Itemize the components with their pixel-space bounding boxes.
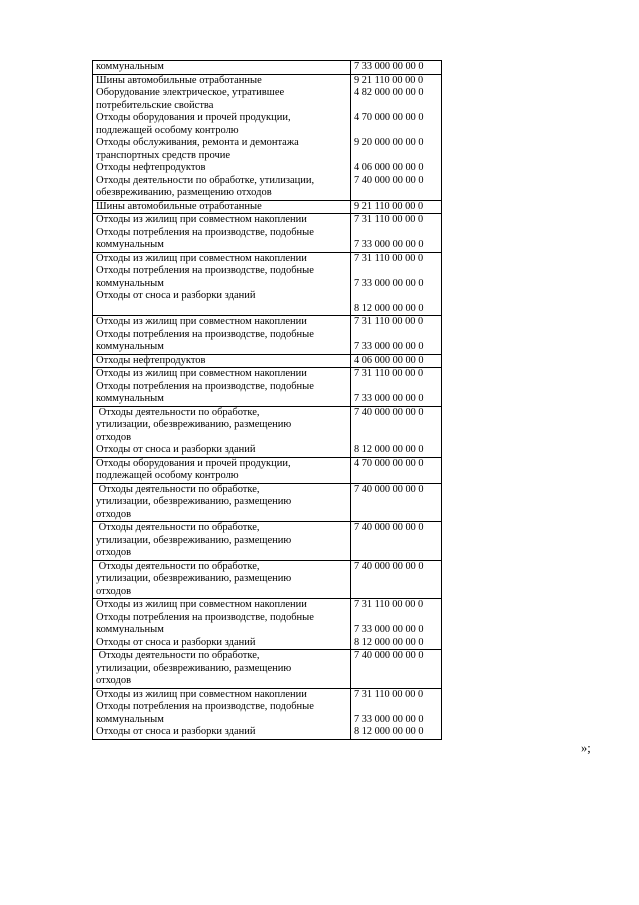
table-row bbox=[93, 688, 442, 739]
waste-code-line: 7 33 000 00 00 0 bbox=[354, 393, 424, 404]
waste-code-line: 7 31 110 00 00 0 bbox=[354, 368, 424, 379]
table-row bbox=[93, 214, 442, 253]
waste-name-line: утилизации, обезвреживанию, размещению bbox=[96, 662, 292, 674]
waste-code-line bbox=[354, 187, 439, 200]
waste-name-line: транспортных средств прочие bbox=[96, 149, 231, 161]
waste-name-line: Отходы потребления на производстве, подобные bbox=[96, 701, 314, 712]
waste-name-cell bbox=[93, 650, 351, 689]
waste-name-cell bbox=[93, 688, 351, 739]
waste-code-cell bbox=[351, 599, 442, 650]
waste-code-line: 9 20 000 00 00 0 bbox=[354, 137, 424, 148]
waste-code-line bbox=[354, 125, 439, 138]
waste-code-line: 7 31 110 00 00 0 bbox=[354, 214, 424, 225]
waste-code-line bbox=[354, 586, 439, 599]
waste-name-line: Отходы деятельности по обработке, bbox=[96, 650, 260, 661]
waste-name-line: Отходы потребления на производстве, подобные bbox=[96, 265, 314, 276]
waste-name-line: потребительские свойства bbox=[96, 99, 214, 111]
table-row bbox=[93, 61, 442, 75]
waste-name-cell bbox=[93, 252, 351, 316]
waste-name-line: отходов bbox=[96, 675, 132, 686]
table-row bbox=[93, 74, 442, 200]
table-row bbox=[93, 599, 442, 650]
waste-name-line: Отходы из жилищ при совместном накоплении bbox=[96, 214, 307, 225]
waste-code-line bbox=[354, 470, 439, 483]
waste-name-line: утилизации, обезвреживанию, размещению bbox=[96, 573, 292, 584]
table-row bbox=[93, 560, 442, 599]
waste-name-line: Отходы оборудования и прочей продукции, bbox=[96, 457, 291, 469]
table-row bbox=[93, 457, 442, 483]
table-row bbox=[93, 252, 442, 316]
table-row bbox=[93, 522, 442, 561]
waste-name-line: Отходы от сноса и разборки зданий bbox=[96, 444, 256, 455]
waste-code-line bbox=[354, 381, 439, 394]
waste-code-line bbox=[354, 227, 439, 240]
waste-code-cell bbox=[351, 316, 442, 355]
waste-name-line: Отходы деятельности по обработке, bbox=[96, 560, 260, 572]
waste-name-line: Шины автомобильные отработанные bbox=[96, 74, 262, 86]
waste-code-line: 7 31 110 00 00 0 bbox=[354, 688, 424, 700]
waste-name-line: подлежащей особому контролю bbox=[96, 470, 239, 481]
waste-name-line: Отходы от сноса и разборки зданий bbox=[96, 290, 256, 301]
waste-code-line: 7 40 000 00 00 0 bbox=[354, 560, 424, 572]
waste-code-line bbox=[354, 701, 439, 714]
waste-name-line: отходов bbox=[96, 508, 132, 520]
waste-name-line: Отходы оборудования и прочей продукции, bbox=[96, 112, 291, 123]
waste-code-line: 7 31 110 00 00 0 bbox=[354, 252, 424, 264]
waste-code-line: 8 12 000 00 00 0 bbox=[354, 444, 424, 455]
waste-name-line: Отходы потребления на производстве, подобные bbox=[96, 611, 314, 623]
waste-code-line: 7 40 000 00 00 0 bbox=[354, 174, 424, 186]
waste-code-line bbox=[354, 265, 439, 278]
closing-quote-mark: »; bbox=[581, 741, 591, 755]
waste-code-line: 7 33 000 00 00 0 bbox=[354, 239, 424, 250]
waste-name-cell bbox=[93, 599, 351, 650]
waste-code-line: 9 21 110 00 00 0 bbox=[354, 74, 424, 86]
waste-name-cell bbox=[93, 316, 351, 355]
waste-code-line: 7 40 000 00 00 0 bbox=[354, 483, 424, 495]
waste-name-cell bbox=[93, 522, 351, 561]
waste-code-line: 7 33 000 00 00 0 bbox=[354, 713, 424, 725]
waste-name-cell bbox=[93, 354, 351, 368]
waste-code-line bbox=[354, 675, 439, 688]
waste-name-line: Отходы от сноса и разборки зданий bbox=[96, 636, 256, 648]
waste-codes-table-body bbox=[93, 61, 442, 740]
waste-code-line: 4 82 000 00 00 0 bbox=[354, 87, 424, 98]
waste-name-line: коммунальным bbox=[96, 239, 164, 250]
waste-code-line: 7 31 110 00 00 0 bbox=[354, 316, 424, 327]
table-row bbox=[93, 483, 442, 522]
waste-code-cell bbox=[351, 406, 442, 457]
waste-name-line bbox=[96, 303, 348, 316]
waste-code-line: 7 33 000 00 00 0 bbox=[354, 277, 424, 289]
table-row bbox=[93, 200, 442, 214]
waste-name-line: коммунальным bbox=[96, 277, 164, 289]
waste-name-line: Отходы из жилищ при совместном накоплении bbox=[96, 688, 307, 700]
waste-name-cell bbox=[93, 368, 351, 407]
waste-code-line: 7 40 000 00 00 0 bbox=[354, 522, 424, 533]
waste-name-line: Оборудование электрическое, утратившее bbox=[96, 87, 285, 98]
waste-code-cell bbox=[351, 483, 442, 522]
waste-code-line: 4 06 000 00 00 0 bbox=[354, 162, 424, 173]
waste-code-line: 8 12 000 00 00 0 bbox=[354, 726, 424, 737]
waste-code-line: 7 33 000 00 00 0 bbox=[354, 624, 424, 635]
waste-code-line bbox=[354, 290, 439, 303]
waste-code-line bbox=[354, 573, 439, 586]
waste-name-line: Отходы нефтепродуктов bbox=[96, 162, 206, 173]
waste-name-line: Отходы потребления на производстве, подобные bbox=[96, 328, 314, 340]
waste-code-line: 9 21 110 00 00 0 bbox=[354, 200, 424, 212]
waste-code-line: 8 12 000 00 00 0 bbox=[354, 302, 424, 314]
waste-name-cell bbox=[93, 214, 351, 253]
waste-code-cell bbox=[351, 522, 442, 561]
waste-name-line: Отходы из жилищ при совместном накоплении bbox=[96, 599, 307, 610]
waste-code-cell bbox=[351, 354, 442, 368]
waste-name-cell bbox=[93, 406, 351, 457]
waste-name-line: утилизации, обезвреживанию, размещению bbox=[96, 534, 292, 546]
waste-code-cell bbox=[351, 74, 442, 200]
waste-name-line: Отходы нефтепродуктов bbox=[96, 354, 206, 366]
waste-name-line: Отходы из жилищ при совместном накоплении bbox=[96, 316, 307, 327]
waste-code-line: 4 06 000 00 00 0 bbox=[354, 354, 424, 366]
table-row bbox=[93, 316, 442, 355]
waste-name-line: отходов bbox=[96, 431, 132, 443]
waste-codes-table bbox=[92, 60, 442, 740]
waste-code-line bbox=[354, 612, 439, 625]
waste-name-line: Отходы обслуживания, ремонта и демонтажа bbox=[96, 137, 299, 148]
waste-name-line: коммунальным bbox=[96, 61, 164, 72]
waste-name-line: подлежащей особому контролю bbox=[96, 124, 239, 136]
waste-code-cell bbox=[351, 457, 442, 483]
waste-name-cell bbox=[93, 61, 351, 75]
waste-code-line bbox=[354, 419, 439, 432]
waste-name-line: Отходы потребления на производстве, подобные bbox=[96, 226, 314, 238]
waste-code-cell bbox=[351, 688, 442, 739]
waste-name-cell bbox=[93, 457, 351, 483]
waste-name-cell bbox=[93, 74, 351, 200]
waste-code-line bbox=[354, 663, 439, 676]
waste-name-line: Отходы потребления на производстве, подобные bbox=[96, 380, 314, 392]
waste-code-line: 7 40 000 00 00 0 bbox=[354, 406, 424, 418]
table-row bbox=[93, 650, 442, 689]
waste-code-line: 7 33 000 00 00 0 bbox=[354, 61, 424, 72]
waste-name-line: утилизации, обезвреживанию, размещению bbox=[96, 419, 292, 430]
waste-code-cell bbox=[351, 560, 442, 599]
waste-code-line bbox=[354, 496, 439, 509]
waste-name-line: коммунальным bbox=[96, 713, 164, 725]
waste-name-line: коммунальным bbox=[96, 393, 164, 404]
waste-name-cell bbox=[93, 200, 351, 214]
table-row bbox=[93, 354, 442, 368]
waste-code-line: 7 40 000 00 00 0 bbox=[354, 650, 424, 661]
waste-code-line bbox=[354, 100, 439, 113]
waste-code-cell bbox=[351, 214, 442, 253]
waste-name-line: утилизации, обезвреживанию, размещению bbox=[96, 496, 292, 507]
waste-code-line: 4 70 000 00 00 0 bbox=[354, 112, 424, 123]
waste-code-line: 7 31 110 00 00 0 bbox=[354, 599, 424, 610]
waste-name-line: Отходы деятельности по обработке, утилизации, bbox=[96, 174, 315, 186]
waste-code-line bbox=[354, 432, 439, 445]
waste-name-line: Отходы от сноса и разборки зданий bbox=[96, 726, 256, 737]
waste-code-cell bbox=[351, 200, 442, 214]
waste-name-line: отходов bbox=[96, 585, 132, 597]
waste-name-line: отходов bbox=[96, 547, 132, 558]
waste-name-line: Отходы из жилищ при совместном накоплении bbox=[96, 368, 307, 379]
waste-code-line bbox=[354, 329, 439, 342]
waste-name-line: обезвреживанию, размещению отходов bbox=[96, 187, 272, 198]
waste-code-line bbox=[354, 509, 439, 522]
waste-code-line bbox=[354, 150, 439, 163]
waste-name-line: Шины автомобильные отработанные bbox=[96, 200, 262, 212]
waste-code-cell bbox=[351, 650, 442, 689]
waste-code-cell bbox=[351, 252, 442, 316]
waste-code-line bbox=[354, 535, 439, 548]
waste-name-line: коммунальным bbox=[96, 624, 164, 635]
waste-code-cell bbox=[351, 61, 442, 75]
waste-name-line: Отходы деятельности по обработке, bbox=[96, 406, 260, 418]
table-row bbox=[93, 406, 442, 457]
waste-code-line: 4 70 000 00 00 0 bbox=[354, 457, 424, 469]
waste-code-line bbox=[354, 547, 439, 560]
waste-name-line: Отходы деятельности по обработке, bbox=[96, 483, 260, 495]
waste-code-line: 7 33 000 00 00 0 bbox=[354, 341, 424, 352]
table-row bbox=[93, 368, 442, 407]
waste-name-line: коммунальным bbox=[96, 341, 164, 352]
waste-code-cell bbox=[351, 368, 442, 407]
waste-name-line: Отходы из жилищ при совместном накоплении bbox=[96, 252, 307, 264]
waste-name-cell bbox=[93, 560, 351, 599]
waste-code-line: 8 12 000 00 00 0 bbox=[354, 636, 424, 648]
waste-name-cell bbox=[93, 483, 351, 522]
waste-name-line: Отходы деятельности по обработке, bbox=[96, 522, 260, 533]
